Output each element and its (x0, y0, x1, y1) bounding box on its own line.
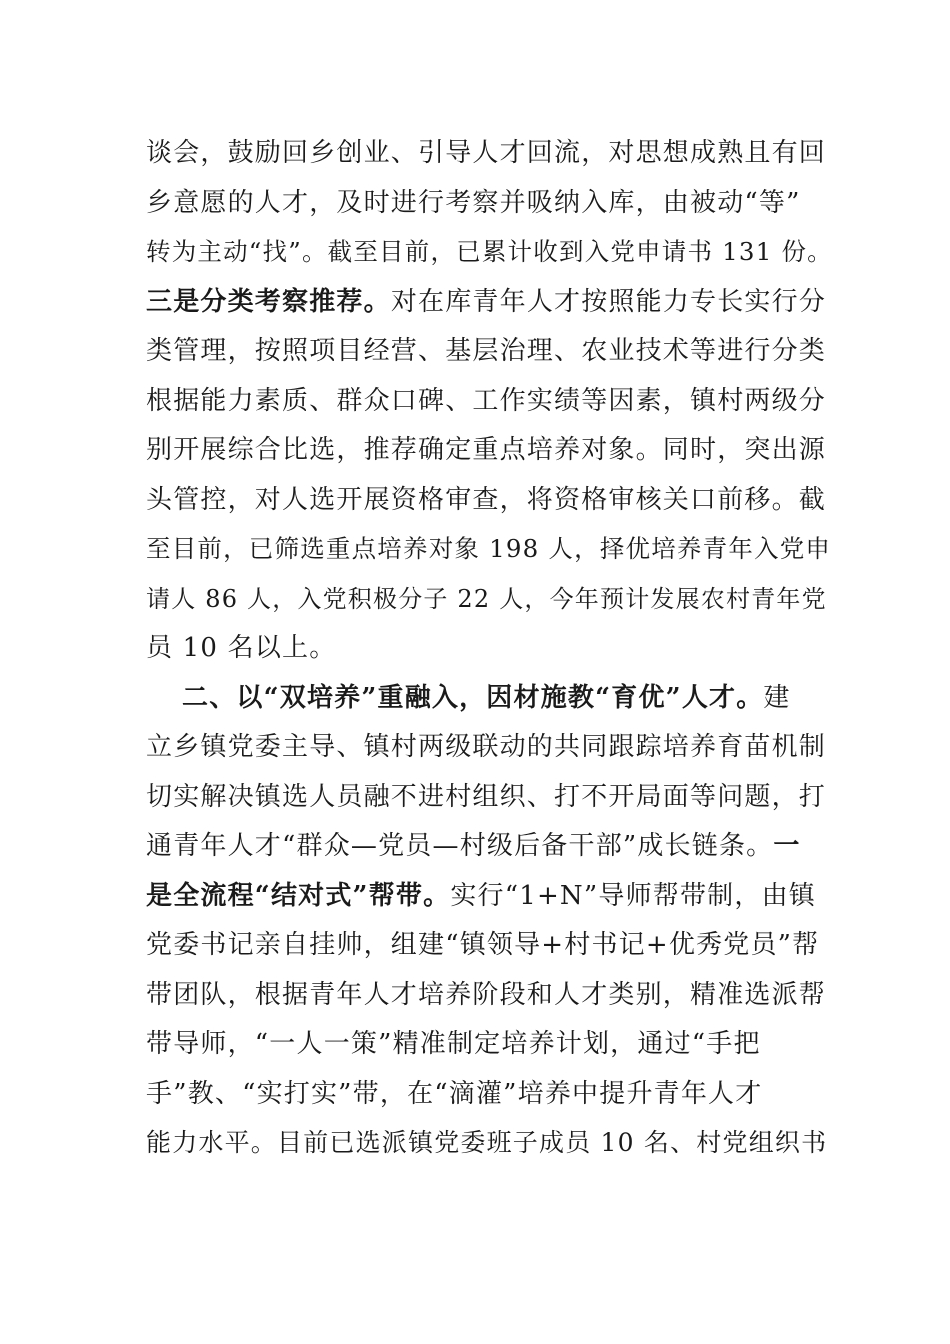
text-line (146, 381, 836, 421)
section-heading-line (182, 678, 872, 718)
text-line (146, 430, 836, 470)
text-line (146, 777, 836, 817)
line-text: 头管控，对人选开展资格审查，将资格审核关口前移。截 (146, 485, 827, 515)
line-text: 类管理，按照项目经营、基层治理、农业技术等进行分类 (146, 336, 827, 366)
text-line (146, 282, 836, 322)
line-text: 切实解决镇选人员融不进村组织、打不开局面等问题，打 (146, 782, 827, 812)
line-text: 手”教、“实打实”带，在“滴灌”培养中提升青年人才 (146, 1079, 763, 1109)
line-text: 建 (763, 683, 791, 713)
line-text: 立乡镇党委主导、镇村两级联动的共同跟踪培养育苗机制 (146, 732, 827, 762)
text-line (146, 480, 836, 520)
line-text: 实行“1+N”导师帮带制，由镇 (450, 881, 816, 911)
text-line (146, 925, 836, 965)
line-text: 通青年人才“群众—党员—村级后备干部”成长链条。 (146, 831, 774, 861)
text-line (146, 232, 836, 272)
line-text: 请人 86 人，入党积极分子 22 人，今年预计发展农村青年党 (146, 585, 827, 613)
text-line (146, 628, 836, 668)
line-text: 党委书记亲自挂帅，组建“镇领导+村书记+优秀党员”帮 (146, 930, 820, 960)
line-text: 根据能力素质、群众口碑、工作实绩等因素，镇村两级分 (146, 386, 827, 416)
line-text: 乡意愿的人才，及时进行考察并吸纳入库，由被动“等” (146, 188, 801, 218)
text-line (146, 331, 836, 371)
line-text: 能力水平。目前已选派镇党委班子成员 10 名、村党组织书 (146, 1128, 828, 1157)
text-line (146, 183, 836, 223)
text-line (146, 1074, 836, 1114)
text-line (146, 1123, 836, 1163)
line-text: 谈会，鼓励回乡创业、引导人才回流，对思想成熟且有回 (146, 138, 827, 168)
section-heading: 二、以“双培养”重融入，因材施教“育优”人才。 (182, 683, 764, 713)
line-text: 转为主动“找”。截至目前，已累计收到入党申请书 131 份。 (146, 237, 833, 266)
text-line (146, 826, 836, 866)
text-line (146, 529, 836, 569)
text-line (146, 975, 836, 1015)
line-text: 对在库青年人才按照能力专长实行分 (390, 287, 827, 317)
line-text: 带导师，“一人一策”精准制定培养计划，通过“手把 (146, 1029, 761, 1059)
line-text: 至目前，已筛选重点培养对象 198 人，择优培养青年入党申 (146, 534, 832, 563)
line-text: 带团队，根据青年人才培养阶段和人才类别，精准选派帮 (146, 980, 827, 1010)
text-line (146, 727, 836, 767)
bold-heading: 是全流程“结对式”帮带。 (146, 881, 451, 911)
text-line (146, 1024, 836, 1064)
bold-heading: 三是分类考察推荐。 (146, 287, 391, 317)
line-text: 别开展综合比选，推荐确定重点培养对象。同时，突出源 (146, 435, 827, 465)
text-line (146, 579, 836, 619)
text-line (146, 876, 836, 916)
bold-heading: 一 (773, 831, 801, 861)
line-text: 员 10 名以上。 (146, 633, 337, 663)
text-line (146, 133, 836, 173)
